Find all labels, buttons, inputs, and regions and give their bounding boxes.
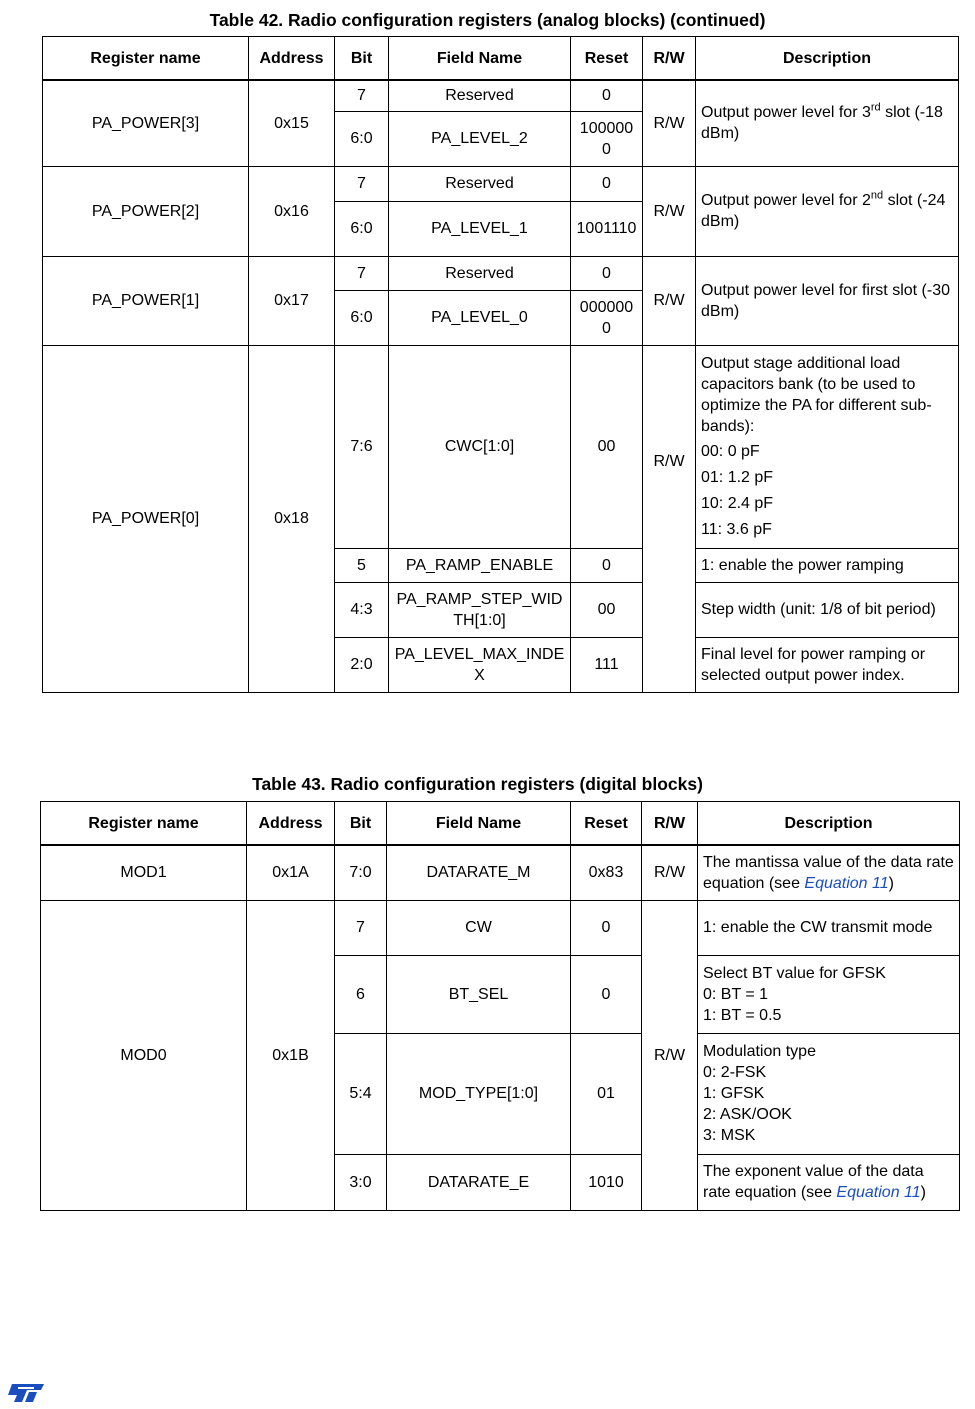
table-row [43, 80, 959, 111]
register-address: 0x1B [247, 900, 335, 1210]
bit-cell: 7:0 [335, 845, 387, 900]
bit-cell: 5:4 [335, 1033, 387, 1154]
field-name: Reserved [389, 80, 571, 111]
description: Final level for power ramping or selected output power index. [696, 637, 959, 692]
table-row [43, 345, 959, 548]
bit-cell: 5 [335, 548, 389, 582]
description: The mantissa value of the data rate equation (see Equation 11) [698, 845, 960, 900]
description: Select BT value for GFSK 0: BT = 1 1: BT = 0.5 [698, 955, 960, 1033]
register-name: PA_POWER[2] [43, 166, 249, 256]
bit-cell: 6:0 [335, 111, 389, 166]
header-field-name: Field Name [387, 802, 571, 846]
bit-cell: 6 [335, 955, 387, 1033]
register-name: MOD1 [41, 845, 247, 900]
field-name: DATARATE_E [387, 1154, 571, 1210]
description: The exponent value of the data rate equation (see Equation 11) [698, 1154, 960, 1210]
register-address: 0x1A [247, 845, 335, 900]
field-name: Reserved [389, 166, 571, 201]
header-reset: Reset [571, 802, 642, 846]
field-name: PA_RAMP_ENABLE [389, 548, 571, 582]
header-field-name: Field Name [389, 37, 571, 81]
reset-value: 0 [571, 548, 643, 582]
table-43 [40, 801, 960, 1211]
reset-value: 1000000 [571, 111, 643, 166]
reset-value: 0x83 [571, 845, 642, 900]
description: 1: enable the CW transmit mode [698, 900, 960, 955]
reset-value: 0 [571, 256, 643, 290]
bit-cell: 7 [335, 900, 387, 955]
description: Output power level for 3rd slot (-18 dBm) [696, 80, 959, 166]
register-name: MOD0 [41, 900, 247, 1210]
field-name: PA_LEVEL_MAX_INDEX [389, 637, 571, 692]
table-43-caption: Table 43. Radio configuration registers (digital blocks) [252, 774, 703, 794]
description: Output power level for first slot (-30 dBm) [696, 256, 959, 345]
reset-value: 0 [571, 166, 643, 201]
bit-cell: 4:3 [335, 582, 389, 637]
reset-value: 1001110 [571, 201, 643, 256]
field-name: PA_LEVEL_1 [389, 201, 571, 256]
reset-value: 0 [571, 955, 642, 1033]
reset-value: 0000000 [571, 290, 643, 345]
header-address: Address [249, 37, 335, 81]
header-address: Address [247, 802, 335, 846]
field-name: PA_RAMP_STEP_WIDTH[1:0] [389, 582, 571, 637]
table-42 [42, 36, 959, 693]
field-name: CW [387, 900, 571, 955]
table-row [41, 845, 960, 900]
header-register-name: Register name [41, 802, 247, 846]
header-rw: R/W [643, 37, 696, 81]
table-header-row [43, 37, 959, 81]
field-name: PA_LEVEL_2 [389, 111, 571, 166]
reset-value: 0 [571, 900, 642, 955]
description: Output power level for 2nd slot (-24 dBm) [696, 166, 959, 256]
field-name: BT_SEL [387, 955, 571, 1033]
field-name: MOD_TYPE[1:0] [387, 1033, 571, 1154]
rw-cell: R/W [643, 256, 696, 345]
field-name: CWC[1:0] [389, 345, 571, 548]
register-name: PA_POWER[1] [43, 256, 249, 345]
reset-value: 111 [571, 637, 643, 692]
header-description: Description [696, 37, 959, 81]
bit-cell: 2:0 [335, 637, 389, 692]
bit-cell: 6:0 [335, 201, 389, 256]
register-address: 0x15 [249, 80, 335, 166]
rw-cell: R/W [642, 845, 698, 900]
st-logo-icon [4, 1382, 48, 1404]
description: Step width (unit: 1/8 of bit period) [696, 582, 959, 637]
table-row [43, 256, 959, 290]
register-address: 0x17 [249, 256, 335, 345]
equation-11-link[interactable]: Equation 11 [804, 874, 889, 892]
bit-cell: 6:0 [335, 290, 389, 345]
reset-value: 01 [571, 1033, 642, 1154]
header-bit: Bit [335, 37, 389, 81]
table-header-row [41, 802, 960, 846]
register-address: 0x18 [249, 345, 335, 692]
rw-cell: R/W [643, 345, 696, 692]
reset-value: 1010 [571, 1154, 642, 1210]
description: 1: enable the power ramping [696, 548, 959, 582]
bit-cell: 7:6 [335, 345, 389, 548]
rw-cell: R/W [643, 166, 696, 256]
register-name: PA_POWER[0] [43, 345, 249, 692]
bit-cell: 7 [335, 80, 389, 111]
table-row [41, 900, 960, 955]
bit-cell: 3:0 [335, 1154, 387, 1210]
table-42-caption: Table 42. Radio configuration registers (analog blocks) (continued) [209, 10, 766, 30]
register-address: 0x16 [249, 166, 335, 256]
rw-cell: R/W [643, 80, 696, 166]
description: Output stage additional load capacitors bank (to be used to optimize the PA for different sub-bands): 00: 0 pF 01: 1.2 pF 10: 2.4 pF 11: 3.6 pF [696, 345, 959, 548]
field-name: Reserved [389, 256, 571, 290]
description: Modulation type 0: 2-FSK 1: GFSK 2: ASK/OOK 3: MSK [698, 1033, 960, 1154]
equation-11-link[interactable]: Equation 11 [836, 1184, 921, 1201]
field-name: PA_LEVEL_0 [389, 290, 571, 345]
reset-value: 00 [571, 582, 643, 637]
header-description: Description [698, 802, 960, 846]
bit-cell: 7 [335, 166, 389, 201]
rw-cell: R/W [642, 900, 698, 1210]
bit-cell: 7 [335, 256, 389, 290]
table-row [43, 166, 959, 201]
header-register-name: Register name [43, 37, 249, 81]
header-bit: Bit [335, 802, 387, 846]
header-rw: R/W [642, 802, 698, 846]
field-name: DATARATE_M [387, 845, 571, 900]
reset-value: 00 [571, 345, 643, 548]
reset-value: 0 [571, 80, 643, 111]
header-reset: Reset [571, 37, 643, 81]
register-name: PA_POWER[3] [43, 80, 249, 166]
